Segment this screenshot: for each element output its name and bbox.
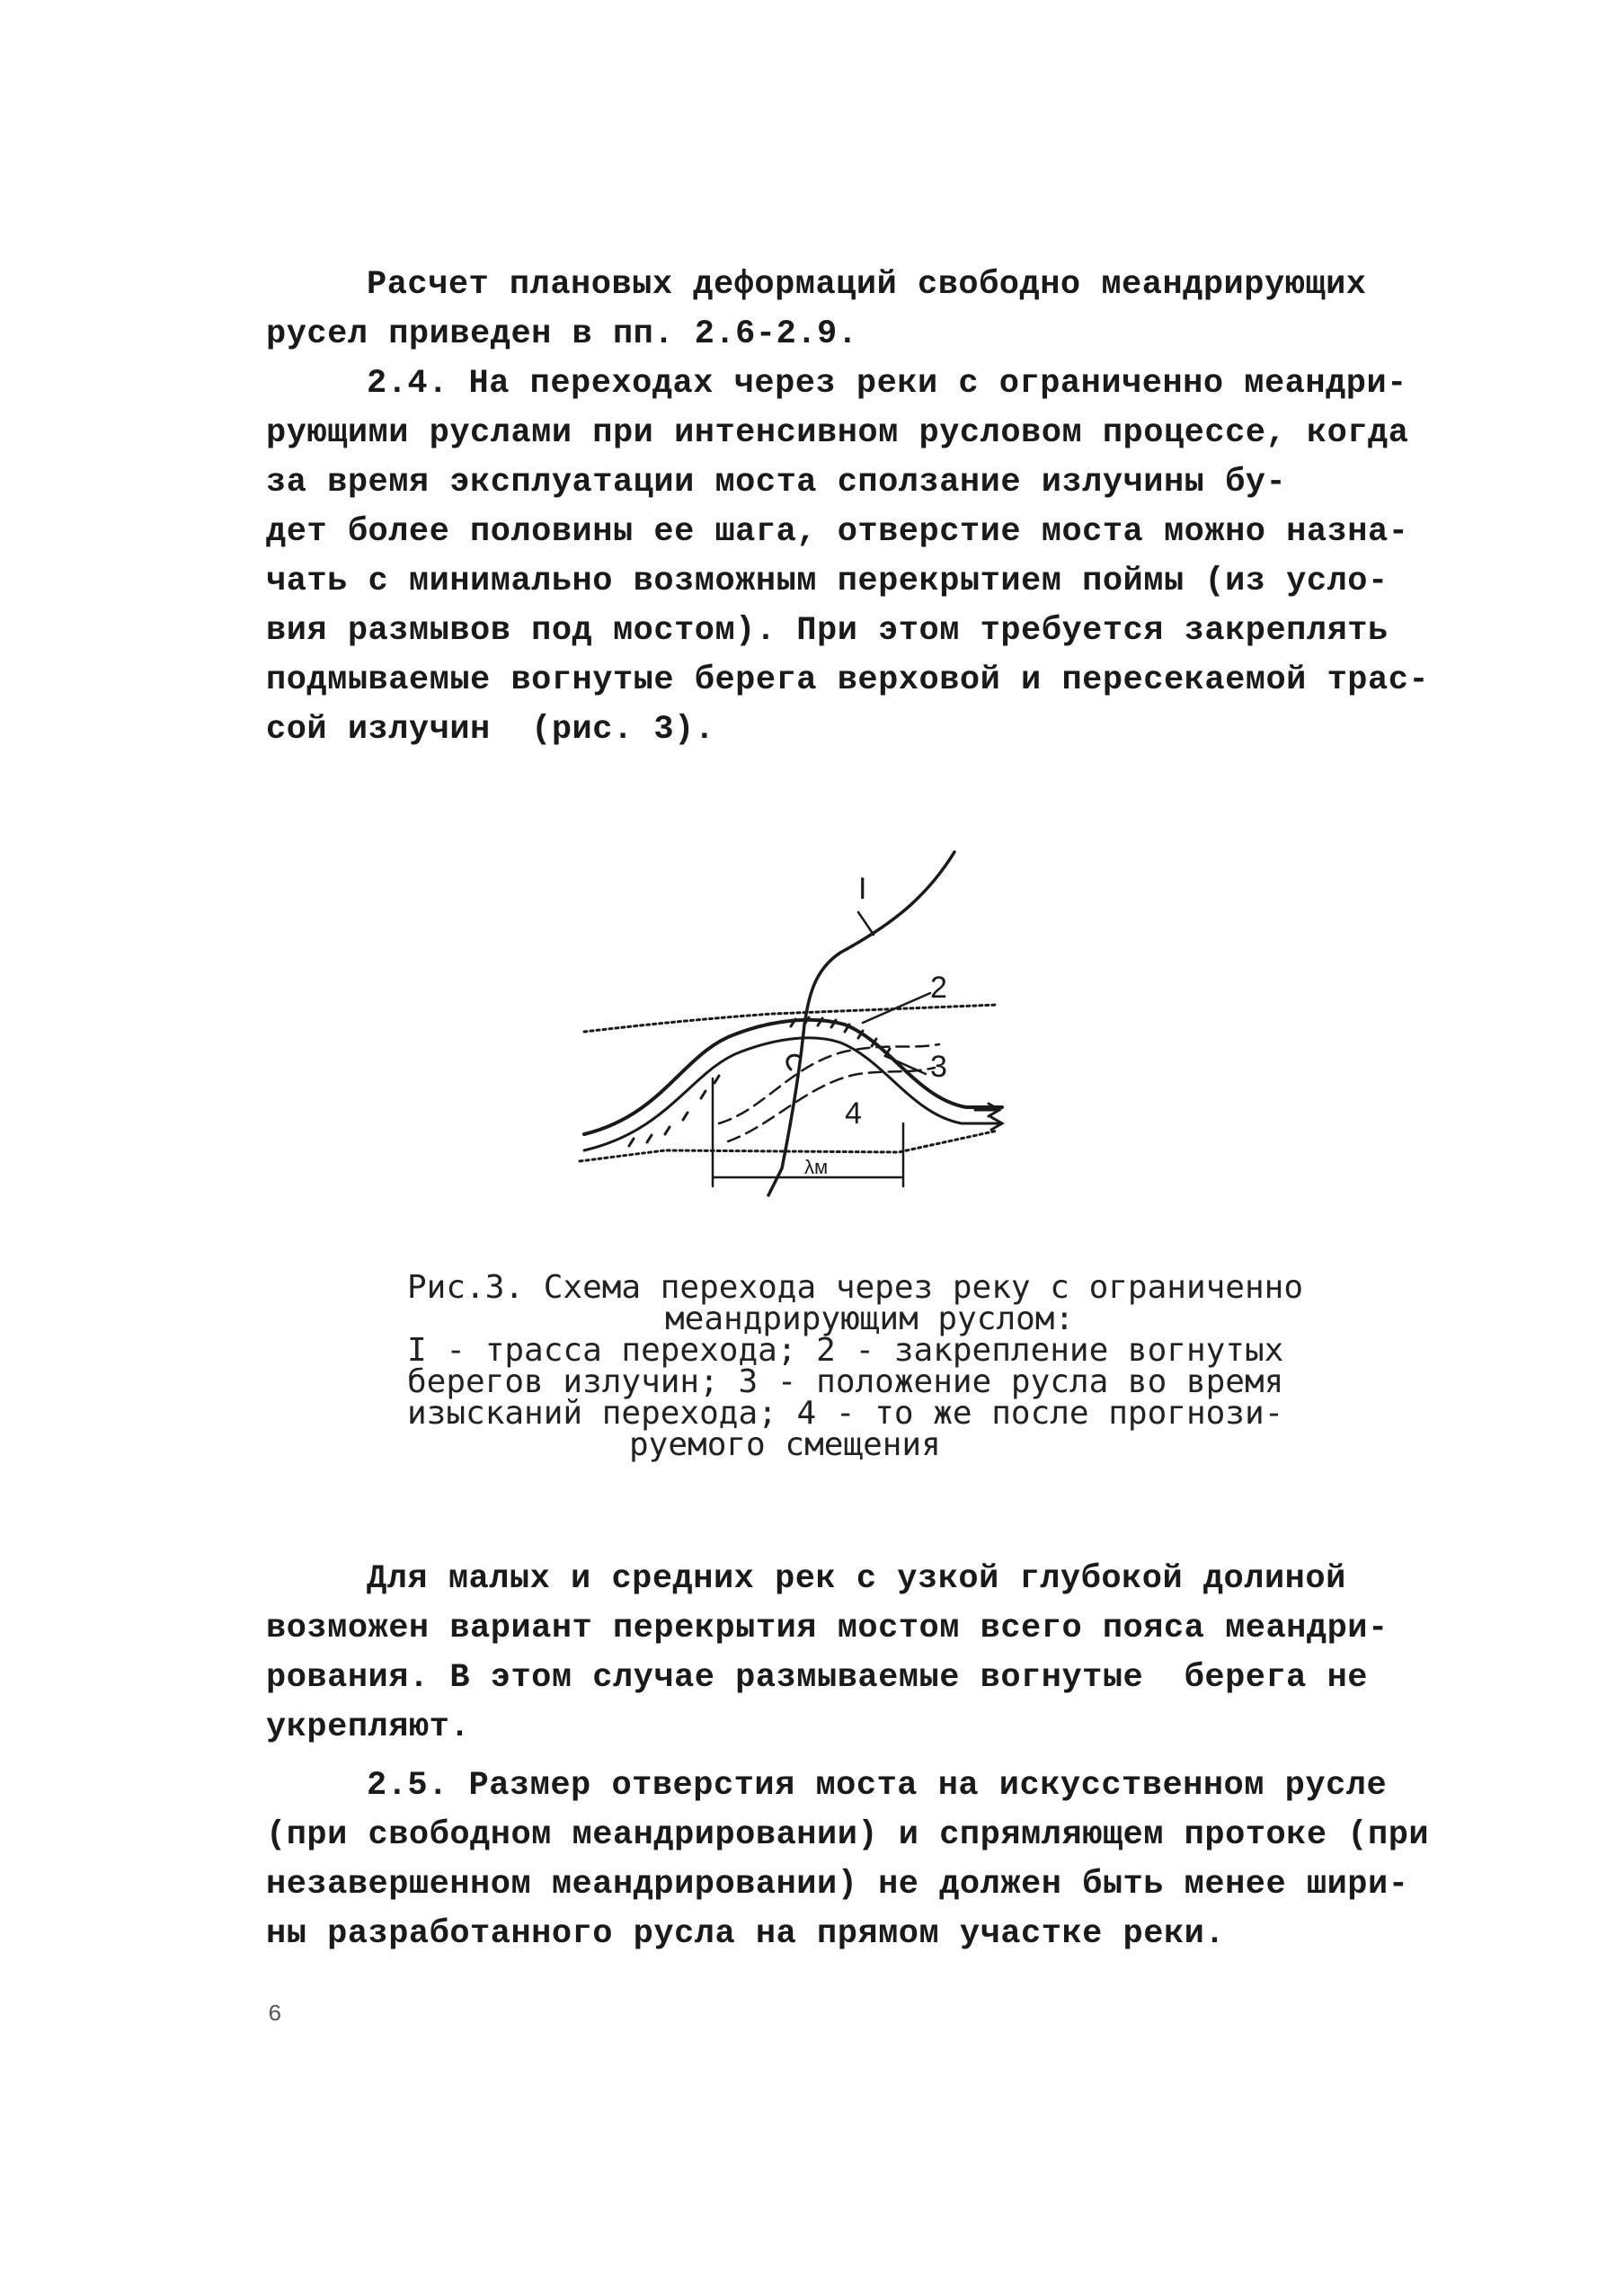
paragraph3-line: Для малых и средних рек с узкой глубокой долиной (367, 1560, 1346, 1598)
paragraph3-line: рования. В этом случае размываемые вогнутые берега не (266, 1659, 1368, 1697)
paragraph1-line: русел приведен в пп. 2.6-2.9. (266, 315, 858, 353)
paragraph2-line: подмываемые вогнутые берега верховой и пересекаемой трас- (266, 661, 1430, 699)
paragraph1-line: Расчет плановых деформаций свободно меандрирующих (367, 266, 1367, 304)
label-survey-channel: 3 (930, 1050, 947, 1084)
paragraph2-line: 2.4. На переходах через реки с ограниченно меандри- (367, 365, 1407, 403)
label-bank-fix: 2 (930, 971, 947, 1005)
floodplain-edge-top (584, 1005, 998, 1032)
paragraph2-line: сой излучин (рис. 3). (266, 711, 715, 749)
caption-line: I - трасса перехода; 2 - закрепление вогнутых (407, 1332, 1284, 1369)
caption-line: берегов излучин; 3 - положение русла во время (407, 1363, 1284, 1400)
paragraph2-line: чать с минимально возможным перекрытием поймы (из усло- (266, 563, 1389, 600)
paragraph2-line: рующими руслами при интенсивном русловом процессе, когда (266, 414, 1409, 452)
page-number: 6 (268, 2001, 282, 2028)
paragraph4-line: (при свободном меандрировании) и спрямляющем протоке (при (266, 1816, 1430, 1854)
label-route: I (858, 872, 867, 906)
paragraph3-line: укрепляют. (266, 1708, 471, 1746)
label-meander-step: λм (804, 1156, 829, 1178)
paragraph2-line: вия размывов под мостом). При этом требуется закреплять (266, 612, 1389, 650)
leader-I (858, 912, 874, 935)
caption-line: меандрирующим руслом: (665, 1300, 1075, 1337)
caption-line: руемого смещения (629, 1426, 941, 1463)
paragraph2-line: за время эксплуатации моста сползание излучины бу- (266, 464, 1287, 501)
paragraph4-line: незавершенном меандрировании) не должен быть менее шири- (266, 1866, 1409, 1904)
bank-reinforcement-hatch-left (629, 1076, 719, 1146)
caption-line: изысканий перехода; 4 - то же после прогнози- (407, 1395, 1284, 1432)
paragraph3-line: возможен вариант перекрытия мостом всего пояса меандри- (266, 1610, 1389, 1647)
flow-arrow (980, 1117, 1002, 1130)
paragraph4-line: ны разработанного русла на прямом участке реки. (266, 1915, 1226, 1953)
paragraph2-line: дет более половины ее шага, отверстие моста можно назна- (266, 513, 1409, 551)
label-predicted-channel: 4 (845, 1096, 862, 1131)
caption-line: Рис.3. Схема перехода через реку с ограниченно (407, 1269, 1303, 1306)
paragraph4-line: 2.5. Размер отверстия моста на искусственном русле (367, 1767, 1388, 1805)
predicted-channel (719, 1044, 939, 1123)
